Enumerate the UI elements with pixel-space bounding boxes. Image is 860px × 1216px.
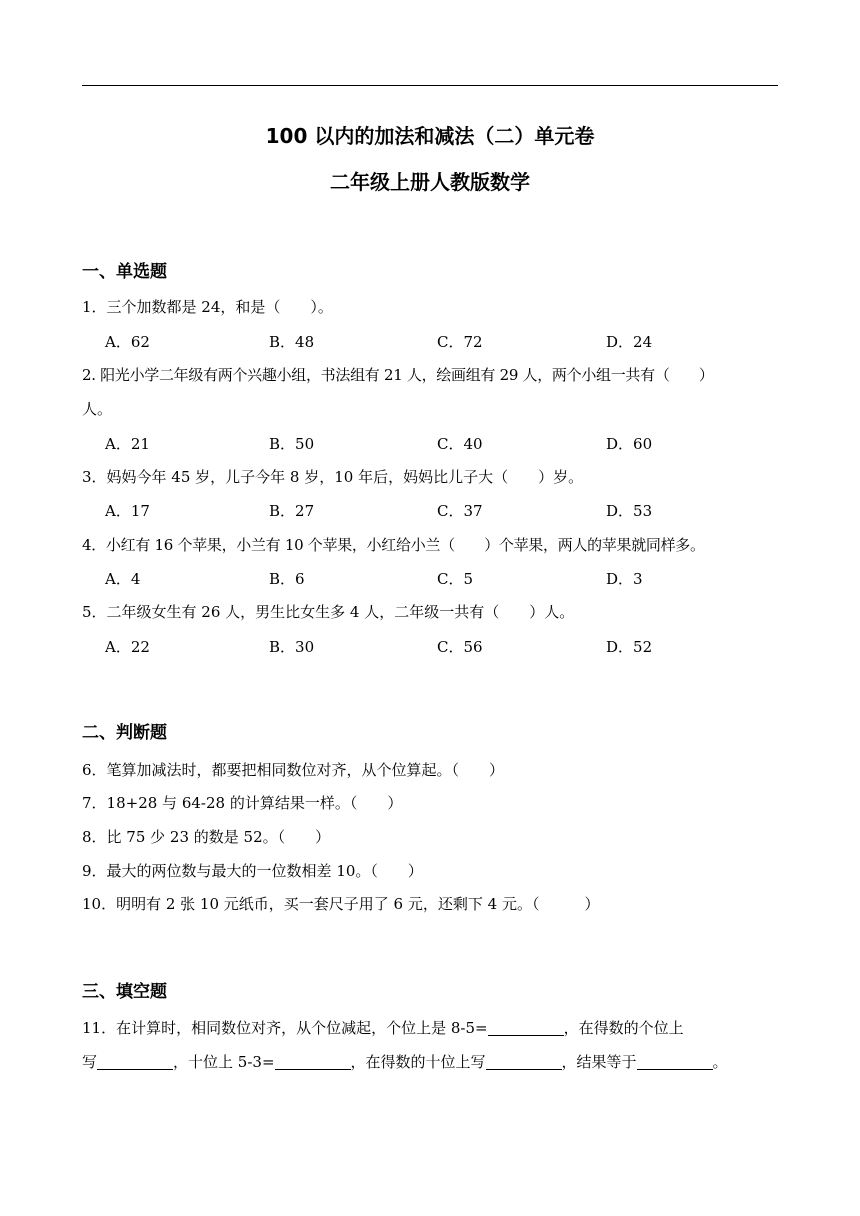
page-subtitle: 二年级上册人教版数学 [330, 170, 530, 194]
question-5-option-a: A．22 [105, 638, 150, 656]
question-1-option-a: A．62 [105, 333, 150, 351]
section-heading-single-choice: 一、单选题 [82, 262, 167, 282]
question-4-stem: 4．小红有 16 个苹果，小兰有 10 个苹果，小红给小兰（ ）个苹果，两人的苹果就同样多。 [82, 536, 705, 554]
question-5-option-d: D．52 [606, 638, 653, 656]
question-7: 7．18+28 与 64-28 的计算结果一样。（ ） [82, 794, 403, 812]
question-3-stem: 3．妈妈今年 45 岁，儿子今年 8 岁，10 年后，妈妈比儿子大（ ）岁。 [82, 468, 584, 486]
question-1-option-d: D．24 [606, 333, 653, 351]
answer-blank-2[interactable] [97, 1053, 173, 1070]
question-9: 9．最大的两位数与最大的一位数相差 10。（ ） [82, 862, 423, 880]
question-2-option-b: B．50 [269, 435, 315, 453]
question-1-stem: 1．三个加数都是 24，和是（ ）。 [82, 298, 333, 316]
page-title: 100 以内的加法和减法（二）单元卷 [265, 124, 595, 148]
answer-blank-5[interactable] [637, 1053, 713, 1070]
question-4-option-c: C．5 [437, 570, 474, 588]
question-3-option-d: D．53 [606, 502, 653, 520]
answer-blank-1[interactable] [488, 1019, 564, 1036]
question-11-text-part4: ，十位上 5-3= [173, 1053, 275, 1071]
answer-blank-4[interactable] [486, 1053, 562, 1070]
question-2-option-a: A．21 [105, 435, 150, 453]
question-3-option-b: B．27 [269, 502, 315, 520]
question-3-option-c: C．37 [437, 502, 483, 520]
question-1-option-b: B．48 [269, 333, 315, 351]
section-heading-fill-in: 三、填空题 [82, 982, 167, 1002]
question-1-option-c: C．72 [437, 333, 483, 351]
question-11-text-part7: 。 [712, 1053, 728, 1071]
header-rule [82, 85, 778, 86]
question-11-line1 [82, 1017, 684, 1038]
section-heading-true-false: 二、判断题 [82, 723, 167, 743]
question-5-stem: 5．二年级女生有 26 人，男生比女生多 4 人，二年级一共有（ ）人。 [82, 603, 575, 621]
answer-blank-3[interactable] [275, 1053, 351, 1070]
question-11-text-part6: ，结果等于 [561, 1053, 637, 1071]
question-2-stem-line1: 2. 阳光小学二年级有两个兴趣小组，书法组有 21 人，绘画组有 29 人，两个小组一共有（ ） [82, 366, 714, 384]
question-4-option-b: B．6 [269, 570, 305, 588]
question-2-option-c: C．40 [437, 435, 483, 453]
question-2-option-d: D．60 [606, 435, 653, 453]
question-11-text-part2: ，在得数的个位上 [563, 1019, 684, 1037]
question-11-text-part3: 写 [82, 1053, 98, 1071]
question-11-text-part1: 11．在计算时，相同数位对齐，从个位减起，个位上是 8-5= [82, 1019, 488, 1037]
question-11-line2 [82, 1051, 728, 1072]
question-10: 10．明明有 2 张 10 元纸币，买一套尺子用了 6 元，还剩下 4 元。（ ） [82, 895, 600, 913]
question-4-option-a: A．4 [105, 570, 141, 588]
question-2-stem-line2: 人。 [82, 400, 113, 418]
question-11-text-part5: ，在得数的十位上写 [350, 1053, 486, 1071]
question-6: 6．笔算加减法时，都要把相同数位对齐，从个位算起。（ ） [82, 761, 505, 779]
question-3-option-a: A．17 [105, 502, 150, 520]
question-4-option-d: D．3 [606, 570, 643, 588]
question-5-option-b: B．30 [269, 638, 315, 656]
question-8: 8．比 75 少 23 的数是 52。（ ） [82, 828, 331, 846]
question-5-option-c: C．56 [437, 638, 483, 656]
